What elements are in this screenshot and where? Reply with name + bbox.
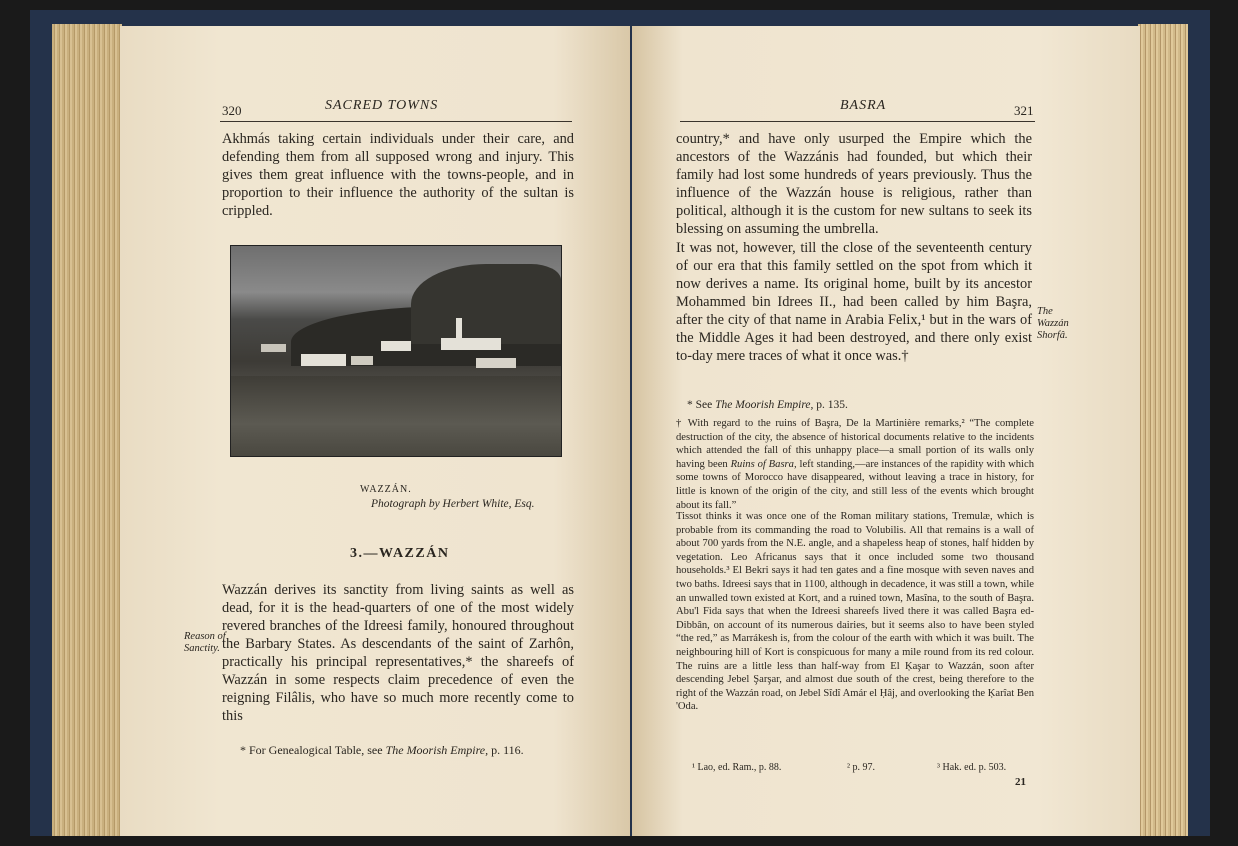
mountain-shape xyxy=(411,264,561,344)
header-rule xyxy=(220,121,572,122)
signature-mark: 21 xyxy=(1015,776,1026,788)
photo-caption-credit: Photograph by Herbert White, Esq. xyxy=(371,498,535,510)
house xyxy=(351,356,373,365)
reference-note: ³ Hak. ed. p. 503. xyxy=(937,762,1007,773)
house xyxy=(261,344,286,352)
section-heading: 3.—WAZZÁN xyxy=(350,546,450,561)
wazzan-photograph xyxy=(230,245,562,457)
foreground-slope xyxy=(231,376,561,456)
paragraph: country,* and have only usurped the Empire which the ancestors of the Wazzánis had founded, but which their family had lost some hundreds of years previously. Thus the influence of the Wazzán house is religious, rather than political, although it is the custom for new sultans to seek its blessing on assuming the umbrella. xyxy=(676,131,1032,237)
page-number: 320 xyxy=(222,103,242,118)
house xyxy=(441,338,501,350)
house xyxy=(476,358,516,368)
house xyxy=(381,341,411,351)
paragraph: It was not, however, till the close of the seventeenth century of our era that this family settled on the spot from which it now derives a name. Its original home, built by its ancestor Mohammed bin Idrees II., had been called by him Başra, after the city of that name in Arabia Felix,¹ but in the wars of the Middle Ages it had been destroyed, and there only exist to-day mere traces of what it once was.† xyxy=(676,240,1032,364)
header-rule xyxy=(680,121,1035,122)
house xyxy=(301,354,346,366)
right-page xyxy=(632,26,1140,836)
photo-caption-title: WAZZÁN. xyxy=(360,484,412,495)
margin-note: The Wazzán Shorfâ. xyxy=(1037,306,1069,341)
footnote: † With regard to the ruins of Başra, De la Martinière remarks,² “The complete destruction of the city, the absence of historical documents relative to the incidents which attended the fall of this unhappy place—a small portion of its walls only having been Ruins of Basra, left standing,—are instances of the rapidity with which some towns of Morocco have disappeared, without leaving a trace in history, for little is known of the origin of the city, and still less of the events which brought about its fall.” xyxy=(676,418,1035,511)
reference-note: ² p. 97. xyxy=(847,762,875,773)
page-edges-right xyxy=(1138,24,1188,836)
margin-note: Reason of Sanctity. xyxy=(184,631,226,654)
footnote: * See The Moorish Empire, p. 135. xyxy=(687,399,848,411)
reference-note: ¹ Lao, ed. Ram., p. 88. xyxy=(692,762,782,773)
running-title: SACRED TOWNS xyxy=(325,98,439,113)
footnote: Tissot thinks it was once one of the Roman military stations, Tremulæ, which is probable from its commanding the road to Volubilis. All that remains is a wall of about 700 yards from the N.E. angle, and a shapeless heap of stones, half hidden by vegetation. Leo Africanus says that it once included some two thousand households.³ El Bekri says it had ten gates and a fine mosque with seven naves and two baths. Idreesi says that in 1100, although in decadence, it was still a town, while an unwalled town existed at Kort, and a ruined town, Masîna, to the south of Başra. Abu'l Fida says that when the Idreesi shareefs lived there it was called Başra ed-Dibbân, on account of its numerous dairies, but it seems also to have been styled “the red,” as Marrákesh is, from the colour of the earth with which it was built. The neighbouring hill of Kort is conspicuous for many a mile round from its red colour. The ruins are a little less than half-way from El Ķaşar to Wazzán, soon after descending Jebel Şarşar, and almost due south of the crest, being therefore to the right of the Wazzán road, on Jebel Sîdî Amár el Ḥâj, and overlooking the Ķarîat Ben 'Oda. xyxy=(676,511,1034,713)
footnote: * For Genealogical Table, see The Moorish Empire, p. 116. xyxy=(240,743,524,757)
page-edges-left xyxy=(52,24,122,836)
minaret xyxy=(456,318,462,340)
left-page xyxy=(120,26,630,836)
running-title: BASRA xyxy=(840,98,887,113)
page-number: 321 xyxy=(1014,103,1034,118)
paragraph: Akhmás taking certain individuals under their care, and defending them from all supposed wrong and injury. This gives them great influence with the towns-people, and in proportion to their influence the authority of the sultan is crippled. xyxy=(222,131,574,219)
paragraph: Wazzán derives its sanctity from living saints as well as dead, for it is the head-quarters of one of the most widely revered branches of the Idreesi family, honoured throughout the Barbary States. As descendants of the saint of Zarhôn, practically his principal representatives,* the shareefs of Wazzán in some respects claim precedence of even the reigning Filâlis, who have so much more recently come to this xyxy=(222,582,574,724)
